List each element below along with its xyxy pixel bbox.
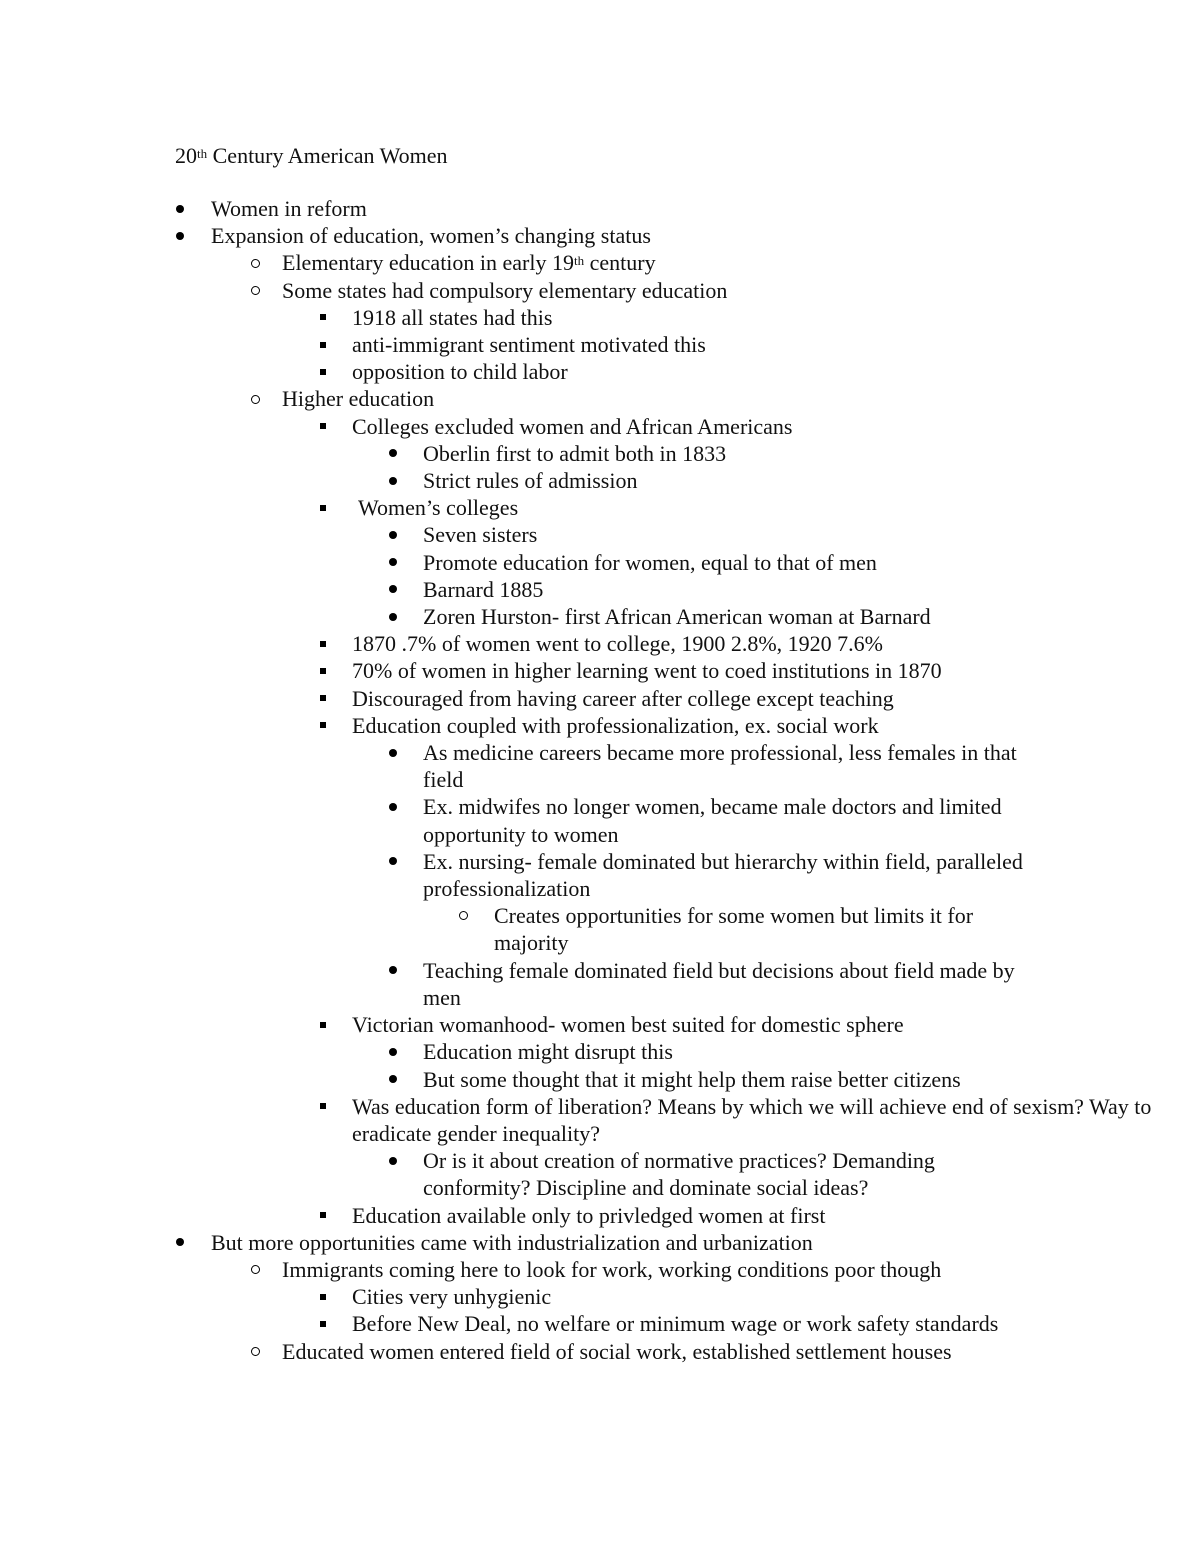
- list-item-text: Women’s colleges: [358, 495, 519, 521]
- list-item-text: opposition to child labor: [352, 359, 568, 385]
- list-item-text: Higher education: [282, 386, 435, 412]
- list-item: [0, 494, 1200, 521]
- list-item: [0, 413, 1200, 440]
- list-item: [0, 1147, 1200, 1201]
- list-item: [0, 685, 1200, 712]
- list-item: [0, 277, 1200, 304]
- list-item: [0, 549, 1200, 576]
- list-item-text: Education available only to privledged women at first: [352, 1202, 826, 1228]
- list-item: [0, 1229, 1200, 1256]
- list-item-text: Strict rules of admission: [423, 468, 638, 494]
- list-item: [0, 1256, 1200, 1283]
- list-item: [0, 739, 1200, 793]
- list-item-text: Education might disrupt this: [423, 1039, 673, 1065]
- list-item: [0, 848, 1200, 902]
- list-item-text: Promote education for women, equal to that of men: [423, 549, 877, 575]
- circle-bullet: [247, 385, 263, 412]
- disc-bullet: [385, 848, 401, 875]
- list-item: [0, 1066, 1200, 1093]
- list-item: [0, 1338, 1200, 1365]
- disc-bullet: [385, 576, 401, 603]
- list-item: [0, 1283, 1200, 1310]
- list-item-text: Was education form of liberation? Means by which we will achieve end of sexism? Way to eradicate gender inequality?: [352, 1093, 1152, 1146]
- circle-bullet: [247, 249, 263, 276]
- circle-bullet: [247, 1338, 263, 1365]
- list-item: [0, 331, 1200, 358]
- list-item-text: Ex. midwifes no longer women, became male doctors and limited opportunity to women: [423, 794, 1002, 847]
- square-bullet: [315, 630, 331, 657]
- square-bullet: [315, 331, 331, 358]
- list-item: [0, 902, 1200, 956]
- list-item-text: Creates opportunities for some women but limits it for majority: [494, 903, 974, 956]
- list-item: [0, 467, 1200, 494]
- list-item-text: Ex. nursing- female dominated but hierarchy within field, paralleled professionalization: [423, 848, 1023, 902]
- disc-bullet: [385, 603, 401, 630]
- list-item: [0, 222, 1200, 249]
- list-item-text: Educated women entered field of social work, established settlement houses: [282, 1338, 952, 1364]
- list-item-text: Teaching female dominated field but decisions about field made by men: [423, 957, 1015, 1010]
- list-item: [0, 1011, 1200, 1038]
- square-bullet: [315, 1202, 331, 1229]
- square-bullet: [315, 413, 331, 440]
- list-item: [0, 957, 1200, 1011]
- list-item-text: Expansion of education, women’s changing status: [211, 223, 651, 249]
- disc-bullet: [385, 1147, 401, 1174]
- square-bullet: [315, 1011, 331, 1038]
- list-item-text: 1918 all states had this: [352, 304, 553, 330]
- list-item-text: Elementary education in early 19th century: [282, 250, 656, 276]
- list-item: [0, 358, 1200, 385]
- list-item: [0, 793, 1200, 847]
- list-item-text: Oberlin first to admit both in 1833: [423, 440, 727, 466]
- disc-bullet: [172, 222, 188, 249]
- square-bullet: [315, 712, 331, 739]
- list-item: [0, 1310, 1200, 1337]
- disc-bullet: [385, 1038, 401, 1065]
- square-bullet: [315, 1093, 331, 1120]
- list-item-text: Cities very unhygienic: [352, 1284, 552, 1310]
- square-bullet: [315, 657, 331, 684]
- list-item-text: anti-immigrant sentiment motivated this: [352, 332, 706, 358]
- list-item-text: Education coupled with professionalization, ex. social work: [352, 712, 879, 738]
- circle-bullet: [247, 277, 263, 304]
- list-item-text: Women in reform: [211, 196, 367, 221]
- list-item: [0, 1093, 1200, 1147]
- square-bullet: [315, 304, 331, 331]
- list-item-text: Victorian womanhood- women best suited for domestic sphere: [352, 1012, 904, 1038]
- list-item-text: 70% of women in higher learning went to coed institutions in 1870: [352, 658, 942, 684]
- list-item-text: 1870 .7% of women went to college, 1900 2.8%, 1920 7.6%: [352, 631, 883, 657]
- list-item-text: Barnard 1885: [423, 576, 544, 602]
- disc-bullet: [172, 195, 188, 222]
- list-item-text: Before New Deal, no welfare or minimum wage or work safety standards: [352, 1311, 999, 1337]
- list-item: [0, 630, 1200, 657]
- list-item: [0, 657, 1200, 684]
- list-item-text: Seven sisters: [423, 522, 538, 548]
- disc-bullet: [385, 1066, 401, 1093]
- disc-bullet: [385, 957, 401, 984]
- list-item: [0, 603, 1200, 630]
- list-item: [0, 521, 1200, 548]
- list-item: [0, 1202, 1200, 1229]
- list-item: [0, 440, 1200, 467]
- disc-bullet: [385, 549, 401, 576]
- list-item-text: But some thought that it might help them raise better citizens: [423, 1066, 961, 1092]
- list-item-text: But more opportunities came with industrialization and urbanization: [211, 1229, 813, 1255]
- list-item: [0, 195, 1200, 222]
- list-item-text: Some states had compulsory elementary education: [282, 277, 728, 303]
- list-item-text: Immigrants coming here to look for work, working conditions poor though: [282, 1256, 942, 1282]
- list-item-text: Zoren Hurston- first African American woman at Barnard: [423, 604, 931, 630]
- disc-bullet: [385, 793, 401, 820]
- list-item: [0, 712, 1200, 739]
- list-item-text: As medicine careers became more professional, less females in that field: [423, 740, 1017, 793]
- list-item-text: Discouraged from having career after college except teaching: [352, 685, 894, 711]
- list-item: [0, 576, 1200, 603]
- disc-bullet: [385, 521, 401, 548]
- list-item: [0, 1038, 1200, 1065]
- square-bullet: [315, 685, 331, 712]
- square-bullet: [315, 358, 331, 385]
- document-title: 20th Century American Women: [175, 143, 448, 168]
- list-item: [0, 385, 1200, 412]
- circle-bullet: [247, 1256, 263, 1283]
- circle-bullet: [455, 902, 471, 929]
- disc-bullet: [385, 467, 401, 494]
- list-item: [0, 304, 1200, 331]
- outline-list: [0, 195, 1200, 1365]
- list-item-text: Or is it about creation of normative practices? Demanding conformity? Discipline and dominate social ideas?: [423, 1148, 935, 1201]
- disc-bullet: [172, 1229, 188, 1256]
- disc-bullet: [385, 739, 401, 766]
- square-bullet: [315, 1310, 331, 1337]
- square-bullet: [315, 1283, 331, 1310]
- list-item-text: Colleges excluded women and African Americans: [352, 413, 793, 439]
- list-item: [0, 249, 1200, 276]
- square-bullet: [315, 494, 331, 521]
- disc-bullet: [385, 440, 401, 467]
